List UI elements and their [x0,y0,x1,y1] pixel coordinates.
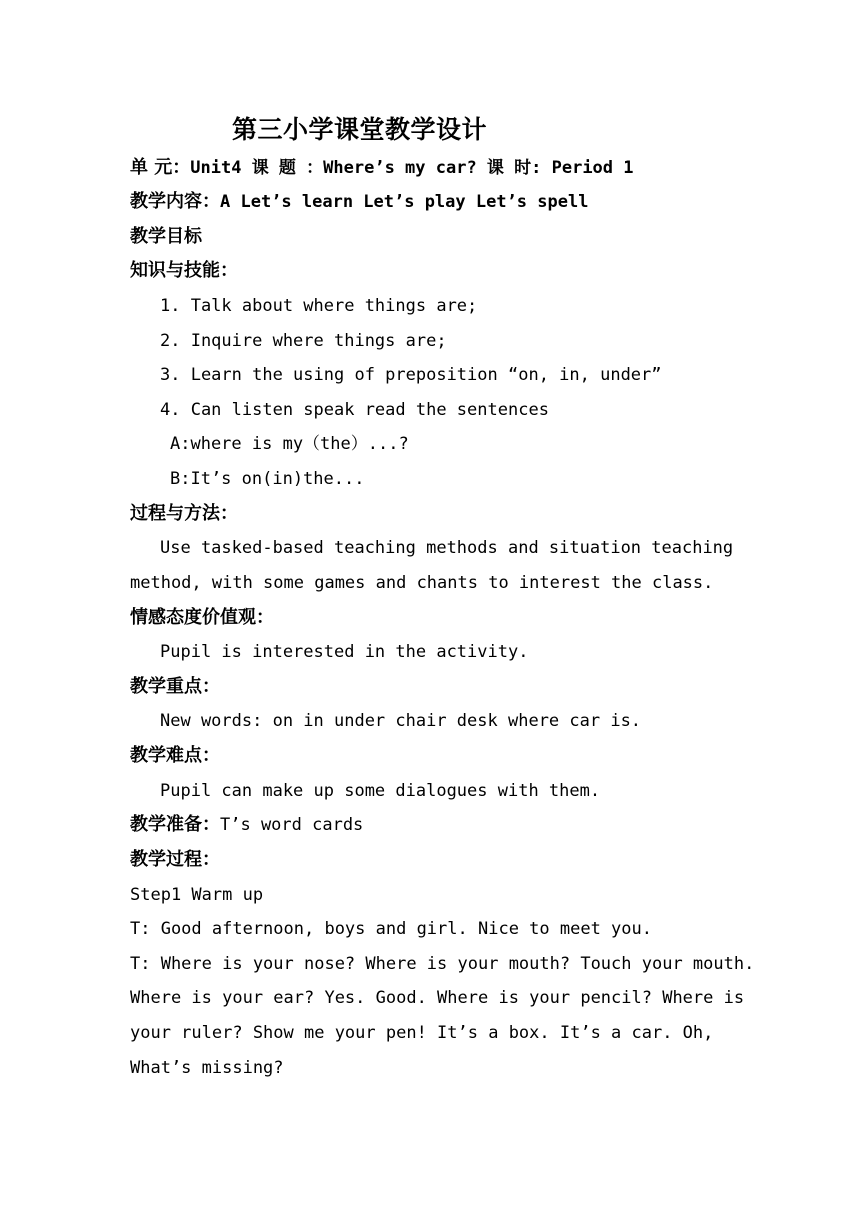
procedure-line: T: Good afternoon, boys and girl. Nice to meet you. [130,919,652,939]
procedure-heading: 教学过程： [130,849,220,870]
procedure-line: What’s missing? [130,1058,284,1078]
content-line [130,189,588,215]
unit-value: Unit4 课 题 ：Where’s my car? 课 时: Period 1 [190,158,634,178]
procedure-line: T: Where is your nose? Where is your mouth? Touch your mouth. [130,954,755,974]
knowledge-item: 1. Talk about where things are; [160,296,478,316]
difficult-points-line: Pupil can make up some dialogues with them. [160,781,601,801]
key-points-heading: 教学重点： [130,676,220,697]
objectives-heading: 教学目标 [130,226,202,247]
procedure-line: Where is your ear? Yes. Good. Where is your pencil? Where is [130,988,745,1008]
preparation-line [130,812,363,838]
knowledge-item: 3. Learn the using of preposition “on, in, under” [160,365,662,385]
difficult-points-heading: 教学难点： [130,745,220,766]
content-label: 教学内容： [130,191,220,212]
knowledge-item: 4. Can listen speak read the sentences [160,400,549,420]
unit-line [130,155,634,181]
page-title: 第三小学课堂教学设计 [232,115,488,144]
preparation-label: 教学准备： [130,814,220,835]
unit-label: 单 元： [130,157,191,178]
dialogue-line: B:It’s on(in)the... [170,469,365,489]
attitude-heading: 情感态度价值观： [130,607,274,628]
knowledge-item: 2. Inquire where things are; [160,331,447,351]
procedure-line: Step1 Warm up [130,885,264,905]
dialogue-line: A:where is my（the）...? [170,434,409,454]
process-method-heading: 过程与方法： [130,503,238,524]
procedure-line: your ruler? Show me your pen! It’s a box. It’s a car. Oh, [130,1023,714,1043]
attitude-line: Pupil is interested in the activity. [160,642,529,662]
content-value: A Let’s learn Let’s play Let’s spell [220,192,589,212]
process-method-line: method, with some games and chants to interest the class. [130,573,714,593]
key-points-line: New words: on in under chair desk where car is. [160,711,642,731]
process-method-line: Use tasked-based teaching methods and situation teaching [160,538,734,558]
knowledge-heading: 知识与技能： [130,260,238,281]
preparation-value: T’s word cards [220,815,364,835]
